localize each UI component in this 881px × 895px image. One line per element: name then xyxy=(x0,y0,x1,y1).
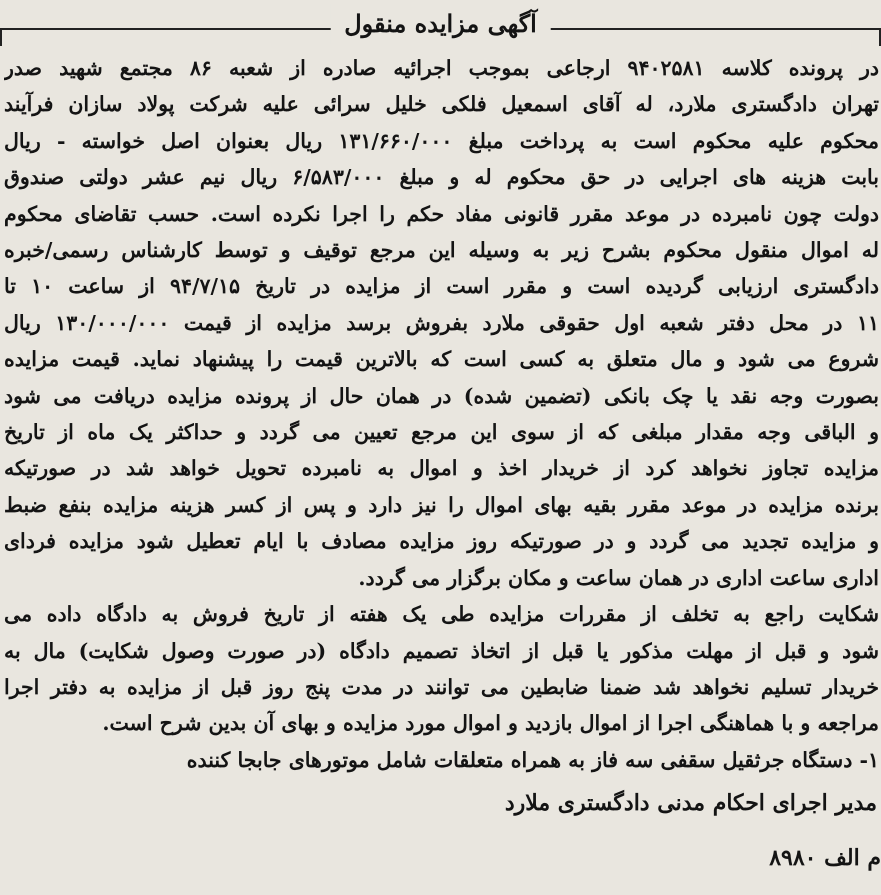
body-line: برنده مزایده در موعد مقرر بقیه بهای اموال را نیز دارد و پس از کسر هزینه مزایده بنفع ضبط xyxy=(4,492,879,517)
notice-body xyxy=(0,50,881,778)
body-line: له اموال منقول محکوم بشرح زیر به وسیله این مرجع توقیف و توسط کارشناس رسمی/خبره xyxy=(4,238,879,263)
body-line: مراجعه و با هماهنگی اجرا از اموال بازدید و اموال مورد مزایده و بهای آن بدین شرح است. xyxy=(102,711,879,736)
signature: مدیر اجرای احکام مدنی دادگستری ملارد xyxy=(504,790,877,817)
body-line: تهران دادگستری ملارد، له آقای اسمعیل فلکی خلیل سرائی علیه شرکت پولاد سازان فرآیند xyxy=(4,92,879,117)
body-line: اداری ساعت اداری در همان ساعت و مکان برگزار می گردد. xyxy=(358,565,879,590)
body-line: و مزایده تجدید می گردد و در صورتیکه روز مزایده مصادف با ایام تعطیل شود مزایده فردای xyxy=(4,529,879,554)
body-line: محکوم علیه محکوم است به پرداخت مبلغ ۱۳۱/۶۶۰/۰۰۰ ریال بعنوان اصل خواسته - ریال xyxy=(4,128,879,153)
body-line: شود و قبل از مهلت مذکور یا قبل از اتخاذ تصمیم دادگاه (در صورت وصول شکایت) مال به xyxy=(4,638,879,663)
body-line: مزایده تجاوز نخواهد کرد از خریدار اخذ و اموال به نامبرده تحویل خواهد شد در صورتیکه xyxy=(4,456,879,481)
body-line: ۱۱ در محل دفتر شعبه اول حقوقی ملارد بفروش برسد مزایده از قیمت ۱۳۰/۰۰۰/۰۰۰ ریال xyxy=(4,310,879,335)
serial-number: م الف ۸۹۸۰ xyxy=(769,845,881,872)
body-line: دادگستری ارزیابی گردیده است و مقرر است از مزایده در تاریخ ۹۴/۷/۱۵ از ساعت ۱۰ تا xyxy=(4,274,879,299)
title-row xyxy=(0,0,881,50)
body-line: بابت هزینه های اجرایی در حق محکوم له و مبلغ ۶/۵۸۳/۰۰۰ ریال نیم عشر دولتی صندوق xyxy=(4,165,879,190)
title-rule-left-cap xyxy=(0,28,2,46)
body-line: و الباقی وجه مقدار مبلغی که از سوی این مرجع تعیین می گردد و حداکثر یک ماه از تاریخ xyxy=(4,420,879,445)
body-line: شروع می شود و مال متعلق به کسی است که بالاترین قیمت را پیشنهاد نماید. قیمت مزایده xyxy=(4,347,879,372)
item-line: ۱- دستگاه جرثقیل سقفی سه فاز به همراه متعلقات شامل موتورهای جابجا کننده xyxy=(186,747,879,772)
notice-title: آگهی مزایده منقول xyxy=(330,4,551,44)
body-line: دولت چون نامبرده در موعد مقرر قانونی مفاد حکم را اجرا نکرده است. حسب تقاضای محکوم xyxy=(4,201,879,226)
body-line: شکایت راجع به تخلف از مقررات مزایده طی یک هفته از تاریخ فروش به دادگاه داده می xyxy=(4,602,879,627)
body-line: در پرونده کلاسه ۹۴۰۲۵۸۱ ارجاعی بموجب اجرائیه صادره از شعبه ۸۶ مجتمع شهید صدر xyxy=(4,56,879,80)
body-line: بصورت وجه نقد یا چک بانکی (تضمین شده) در همان حال از پرونده مزایده دریافت می شود xyxy=(4,383,879,408)
body-line: خریدار تسلیم نخواهد شد ضمنا ضابطین می توانند در مدت پنج روز قبل از مزایده به دفتر اجرا xyxy=(4,674,879,699)
